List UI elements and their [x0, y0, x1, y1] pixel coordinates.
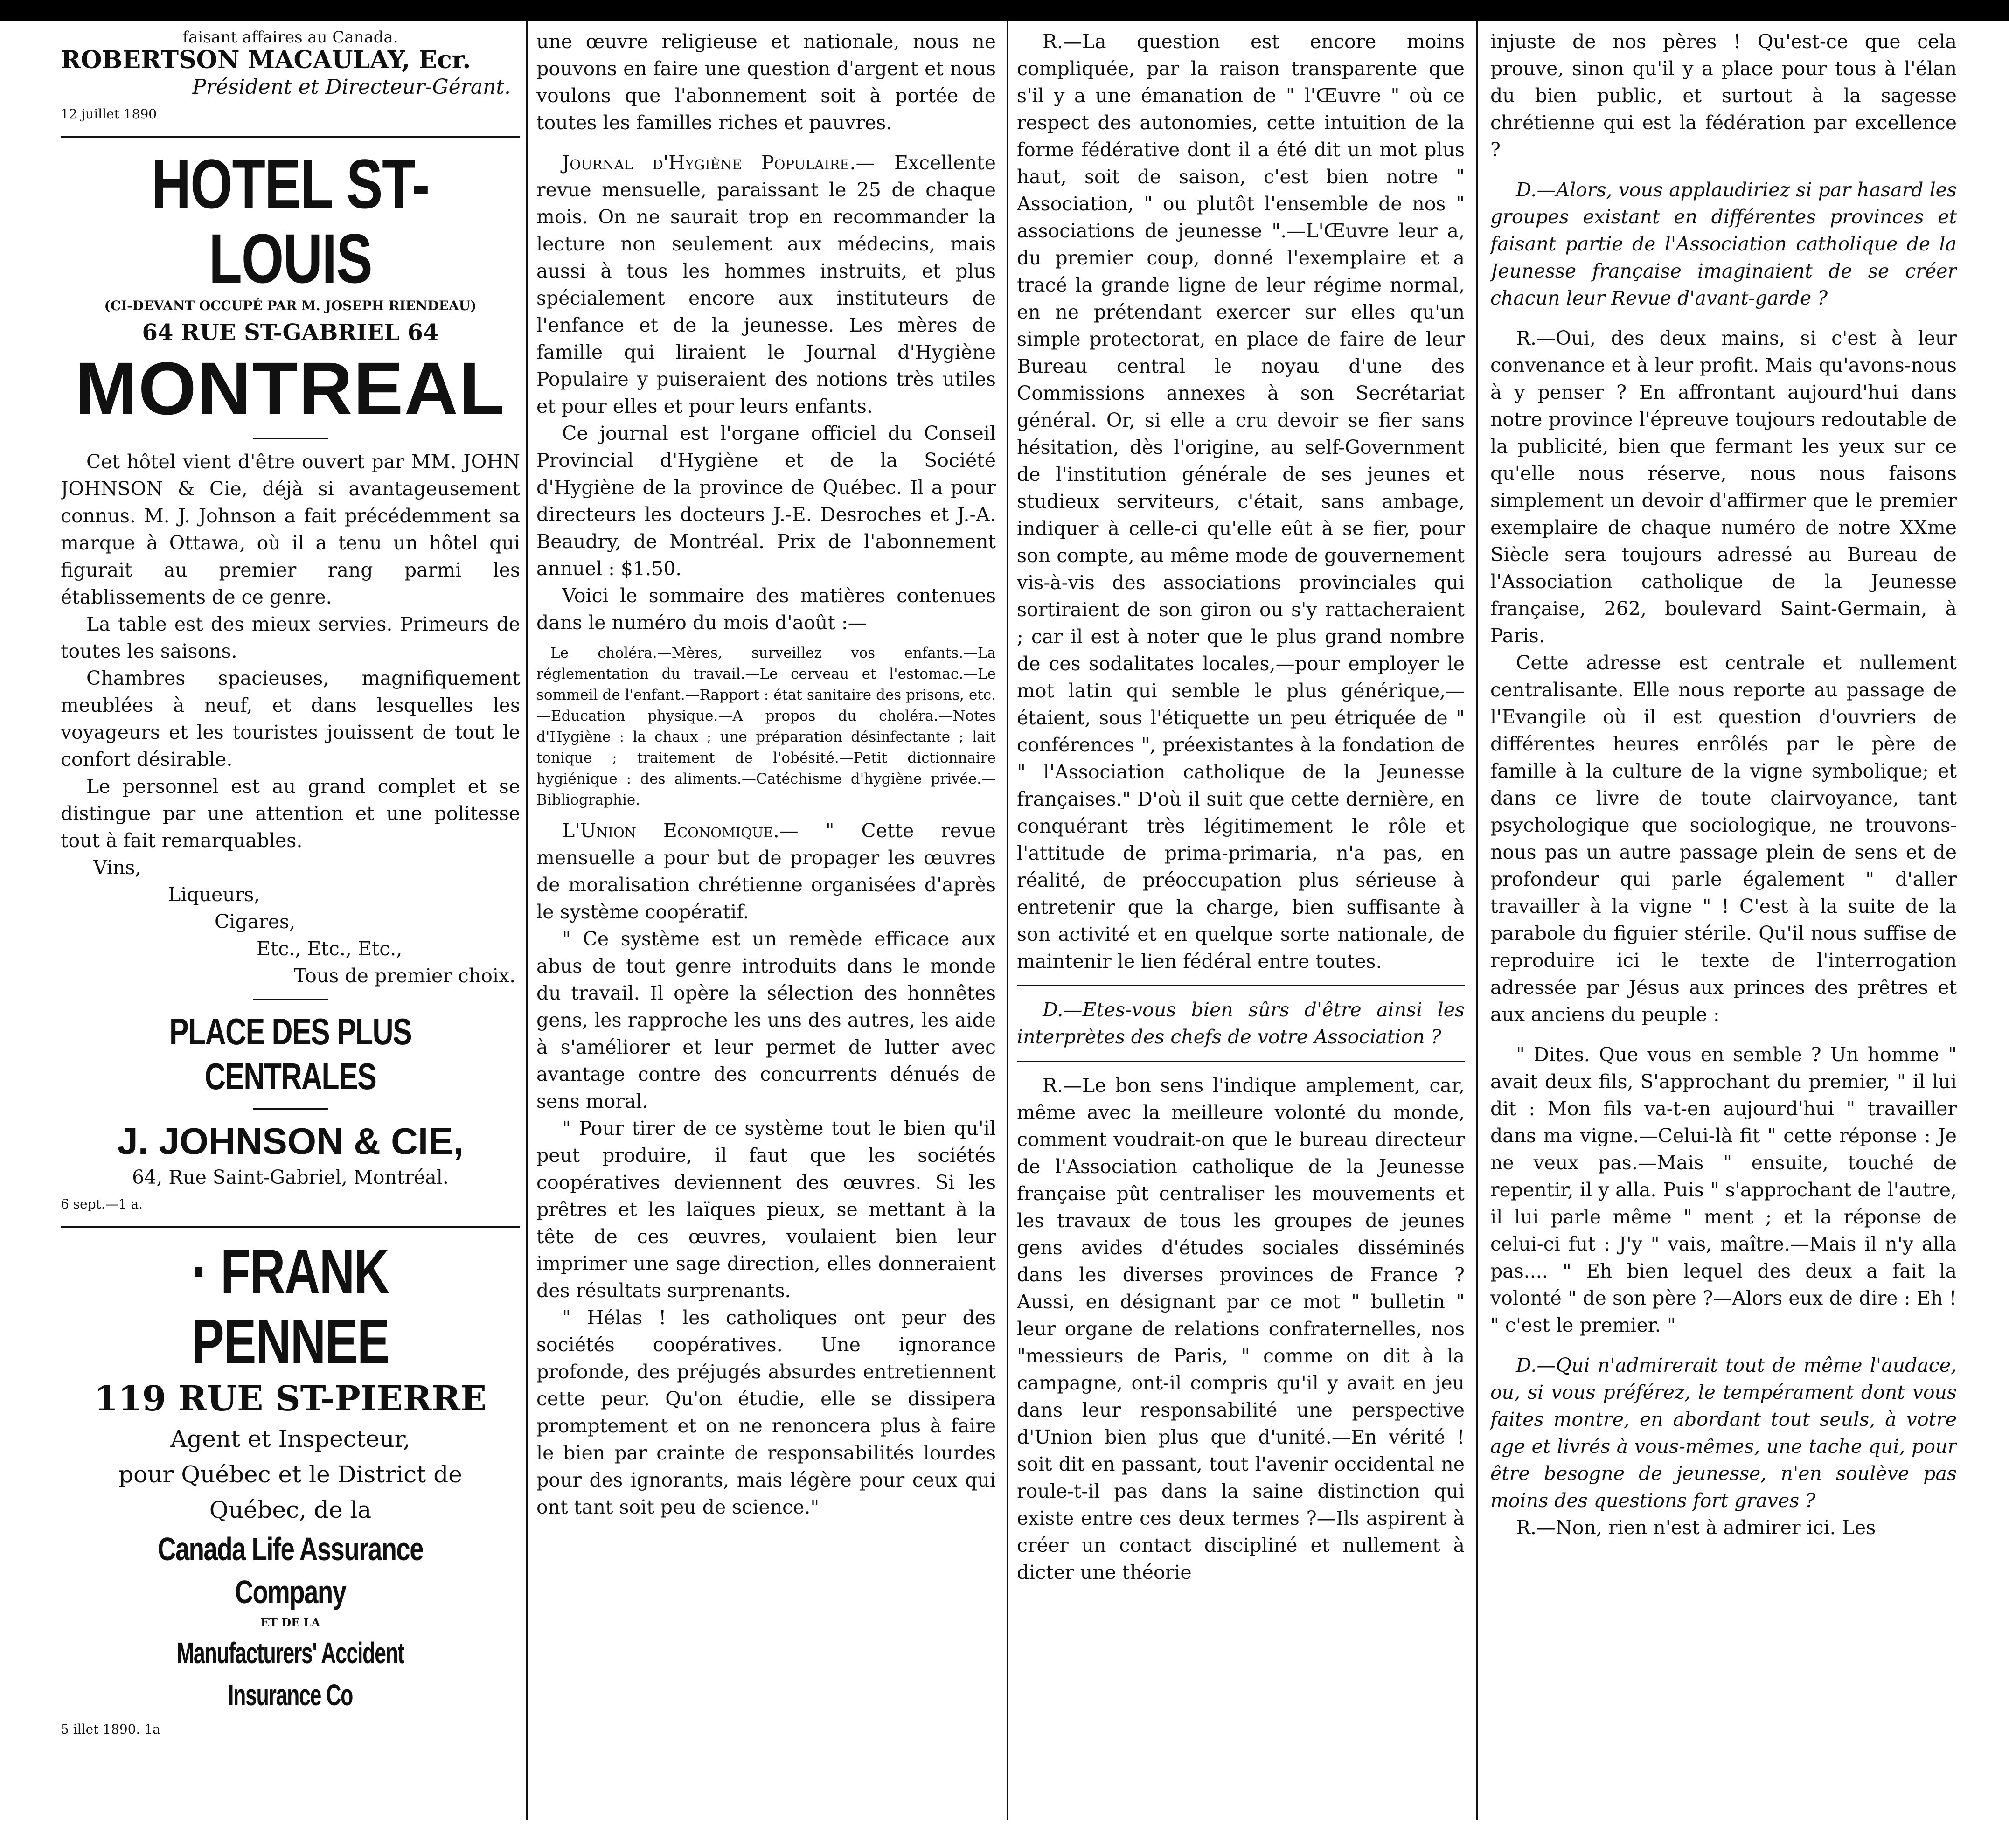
cut-top-line: faisant affaires au Canada. [182, 28, 398, 47]
wines-list [61, 854, 520, 989]
article-paragraph: Voici le sommaire des matières contenues dans le numéro du mois d'août :— [536, 584, 996, 634]
pennee-company: Canada Life Assurance Company [157, 1531, 424, 1610]
gospel-quote: " Dites. Que vous en semble ? Un homme " avait deux fils, S'approchant du premier, " il lui dit : Mon fils va-t-en aujourd'hui " travailler dans ma vigne.—Celui-là fit " cette réponse : Je ne veux pas.—Mais " ensuite, touché de repentir, il y alla. Puis " s'approchant de l'autre, il lui parle même " ment ; et la réponse de celui-ci fut : J'y " vais, maître.—Mais il n'y alla pas.... " Eh bien lequel des deux a fait la volonté " de son père ?—Alors eux de dire : Eh ! " c'est le premier. " [1490, 1043, 1957, 1336]
article-paragraph: R.—La question est encore moins compliquée, par la raison transparente que s'il y a une émanation de " l'Œuvre " où ce respect des autonomies, cette intuition de la forme fédérative dont il a été dit un mot plus haut, soit de saison, c'est bien notre " Association, " ou plutôt l'ensemble de nos " associations de jeunesse ".—L'Œuvre leur a, du premier coup, donné l'exemplaire et a tracé la grande ligne de leur régime normal, en ne prétendant exercer sur elles qu'un simple protectorat, en place de faire de leur Bureau central le noyau d'une des Commissions annexes à son Secrétariat général. Or, si elle a cru devoir se fier sans hésitation, dès l'origine, au self-Government de l'institution générale de ses jeunes et studieux serviteurs, c'était, sans ambage, indiquer à celle-ci qu'elle eût à se fier, pour son compte, au même mode de gouvernement vis-à-vis des associations provinciales qui sortiraient de son giron ou s'y rattacheraient ; car il est à noter que le plus grand nombre de ces sodalitates locales,—pour employer le mot latin qui semble le plus générique,— étaient, sous l'étiquette un peu étriquée de " conférences ", préexistantes à la fondation de " l'Association catholique de la Jeunesse françaises." D'où il suit que cette dernière, en conquérant très légitimement le rôle et l'attitude de prima-primaria, n'a pas, en réalité, de préoccupation plus sérieuse à entretenir que la charge, bien suffisante à son activité et en quelque sorte nationale, de maintenir le lien fédéral entre toutes. [1017, 30, 1465, 973]
column-advertisements [61, 28, 520, 1811]
answer-paragraph: R.—Le bon sens l'indique amplement, car, même avec la meilleure volonté du monde, comment voudrait-on que le bureau directeur de l'Association catholique de la Jeunesse française pût centraliser les mouvements et les travaux de tous les groupes de jeunes gens avides d'études sociales disséminés dans les diverses provinces de France ? Aussi, en désignant par ce mot " bulletin " leur organe de relations confraternelles, nos "messieurs de Paris, " comme on dit à la campagne, ont-il compris qu'il y avait en jeu dans leur responsabilité une perspective d'Union bien plus que d'unité.—En vérité ! soit dit en passant, tout l'avenir occidental ne roule-t-il pas dans la saine distinction qui existe entre ces deux termes ?—Ils aspirent à créer un contact discipliné et nullement à dicter une théorie [1017, 1074, 1465, 1584]
article-paragraph: injuste de nos pères ! Qu'est-ce que cela prouve, sinon qu'il y a place pour tous à l'élan du bien public, et surtout à la sagesse chrétienne qui est la fédération par excellence ? [1490, 30, 1957, 161]
pennee-line: Québec, de la [209, 1496, 372, 1523]
pennee-line: Agent et Inspecteur, [170, 1425, 410, 1452]
article-paragraph: " Pour tirer de ce système tout le bien qu'il peut produire, il faut que les sociétés coopératives deviennent des œuvres. Si les prêtres et les laïques pieux, se mettant à la tête de ces œuvres, voulaient bien leur imprimer une sage direction, elles donneraient des résultats surprenants. [536, 1117, 996, 1302]
pennee-title: · FRANK PENNEE [191, 1236, 389, 1376]
hotel-title: HOTEL ST-LOUIS [152, 145, 429, 298]
short-rule [253, 999, 328, 1000]
journal-summary: Le choléra.—Mères, surveillez vos enfants.—La réglementation du travail.—Le cerveau et l'estomac.—Le sommeil de l'enfant.—Rapport : état sanitaire des prisons, etc.—Education physique.—A propos du choléra.—Notes d'Hygiène : la chaux ; une préparation désinfectante ; lait tonique ; traitement de l'obésité.—Petit dictionnaire hygiénique : des aliments.—Catéchisme d'hygiène privée.—Bibliographie. [536, 645, 996, 808]
wines-line: Liqueurs, [168, 883, 260, 906]
section-rule [1017, 985, 1465, 986]
short-rule [253, 438, 328, 439]
question-paragraph: D.—Alors, vous applaudiriez si par hasard les groupes existant en différentes provinces et faisant partie de l'Association catholique de la Jeunesse française imaginaient de se créer chacun leur Revue d'avant-garde ? [1490, 179, 1957, 309]
wines-line: Vins, [93, 856, 141, 879]
hotel-formerly: (CI-DEVANT OCCUPÉ PAR M. JOSEPH RIENDEAU) [104, 298, 477, 313]
question-paragraph: D.—Etes-vous bien sûrs d'être ainsi les interprètes des chefs de votre Association ? [1017, 999, 1465, 1048]
hotel-address: 64 RUE ST-GABRIEL 64 [142, 320, 439, 346]
article-paragraph: une œuvre religieuse et nationale, nous ne pouvons en faire une question d'argent et nous voulons que l'abonnement soit à portée de toutes les familles riches et pauvres. [536, 30, 996, 134]
article-paragraph: " Hélas ! les catholiques ont peur des sociétés coopératives. Une ignorance profonde, des préjugés absurdes entretiennent cette peur. Qu'on étudie, elle se dissipera promptement et on ne renoncera plus à faire le bien par crainte de responsabilités lourdes pour des ignorants, mais légère pour ceux qui ont tant soit peu de science." [536, 1306, 996, 1518]
place-headline: PLACE DES PLUS CENTRALES [169, 1011, 412, 1097]
johnson-date: 6 sept.—1 a. [61, 1196, 143, 1212]
union-paragraph [536, 817, 996, 925]
johnson-name: J. JOHNSON & CIE, [117, 1120, 464, 1162]
article-paragraph: " Ce système est un remède efficace aux abus de tout genre introduits dans le monde du travail. Il opère la sélection des honnêtes gens, les rapproche les uns des autres, les aide à s'améliorer et leur permet de lutter avec avantage contre des concurrents dénués de sens moral. [536, 928, 996, 1112]
short-rule [253, 1108, 328, 1110]
pennee-company: Manufacturers' Accident Insurance Co [176, 1636, 404, 1712]
wines-line: Etc., Etc., Etc., [257, 938, 403, 960]
pennee-and: ET DE LA [260, 1616, 320, 1629]
union-text: — " Cette revue mensuelle a pour but de propager les œuvres de moralisation chrétienne organisées d'après le système coopératif. [536, 820, 996, 923]
hotel-paragraph: La table est des mieux servies. Primeurs de toutes les saisons. [61, 613, 520, 662]
signature-title: Président et Directeur-Gérant. [192, 75, 511, 99]
journal-title: Journal d'Hygiène Populaire. [562, 152, 856, 174]
union-title: L'Union Economique. [562, 820, 779, 842]
answer-paragraph: R.—Non, rien n'est à admirer ici. Les [1516, 1516, 1876, 1539]
column-rule [526, 21, 528, 1820]
hotel-paragraph: Le personnel est au grand complet et se distingue par une attention et une politesse tout à fait remarquables. [61, 775, 520, 852]
question-paragraph: D.—Qui n'admirerait tout de même l'audace, ou, si vous préférez, le tempérament dont vous faites montre, en abordant tout seuls, à votre age et livrés à vous-mêmes, une tache qui, pour être besogne de jeunesse, n'en soulève pas moins des questions fort graves ? [1490, 1354, 1957, 1512]
article-paragraph: Cette adresse est centrale et nullement centralisante. Elle nous reporte au passage de l'Evangile où il est question d'ouvriers de différentes heures enrôlés par le père de famille à la culture de la vigne symbolique; et dans ce livre de toute clairvoyance, tant psychologique que sociologique, ne trouvons-nous pas un autre passage plein de sens et de profondeur qui parle également " d'aller travailler à la vigne " ! C'est à la suite de la parabole du figuier stérile. Qu'il nous suffise de reproduire ici le texte de l'interrogation adressée par Jésus aux princes des prêtres et aux anciens du peuple : [1490, 652, 1957, 1026]
johnson-address: 64, Rue Saint-Gabriel, Montréal. [132, 1166, 449, 1188]
journal-text: — Excellente revue mensuelle, paraissant le 25 de chaque mois. On ne saurait trop en recommander la lecture non seulement aux médecins, mais aussi à tous les hommes instruits, et plus spécialement encore aux instituteurs de l'enfance et de la jeunesse. Les mères de famille qui liraient le Journal d'Hygiène Populaire y puiseraient des notions très utiles et pour elles et pour leurs enfants. [536, 152, 996, 417]
pennee-date: 5 illet 1890. 1a [61, 1722, 160, 1737]
wines-line: Tous de premier choix. [294, 965, 516, 987]
answer-paragraph: R.—Oui, des deux mains, si c'est à leur convenance et à leur profit. Mais qu'avons-nous à y penser ? En affrontant aujourd'hui dans notre province l'épreuve toujours redoutable de la publicité, bien que fermant les yeux sur ce qu'elle nous réserve, nous nous faisons simplement un devoir d'affirmer que le premier exemplaire de chaque numéro de notre XXme Siècle sera toujours adressé au Bureau de l'Association catholique de la Jeunesse française, 262, boulevard Saint-Germain, à Paris. [1490, 327, 1957, 647]
signature-name: ROBERTSON MACAULAY, Ecr. [61, 46, 471, 74]
column-dialogue-1 [1017, 28, 1465, 1811]
column-dialogue-2 [1490, 28, 1957, 1811]
section-rule [1017, 1061, 1465, 1062]
signature-date: 12 juillet 1890 [61, 106, 157, 122]
ad-divider [61, 136, 520, 138]
hotel-paragraph: Cet hôtel vient d'être ouvert par MM. JOHN JOHNSON & Cie, déjà si avantageusement connus. M. J. Johnson a fait précédemment sa marque à Ottawa, où il a tenu un hôtel qui figurait au premier rang parmi les établissements de ce genre. [61, 451, 520, 608]
pennee-address: 119 RUE ST-PIERRE [94, 1379, 487, 1419]
ad-divider [61, 1226, 520, 1228]
hotel-city: MONTREAL [75, 347, 506, 430]
journal-paragraph [536, 149, 996, 420]
article-paragraph: Ce journal est l'organe officiel du Conseil Provincial d'Hygiène et de la Société d'Hygiène de la province de Québec. Il a pour directeurs les docteurs J.-E. Desroches et J.-A. Beaudry, de Montréal. Prix de l'abonnement annuel : $1.50. [536, 422, 996, 580]
column-rule [1007, 21, 1008, 1820]
column-rule [1476, 21, 1478, 1820]
pennee-line: pour Québec et le District de [118, 1461, 462, 1488]
hotel-paragraph: Chambres spacieuses, magnifiquement meublées à neuf, et dans lesquelles les voyageurs et les touristes jouissent de tout le confort désirable. [61, 667, 520, 771]
scan-top-border [0, 0, 2009, 21]
column-reviews [536, 28, 996, 1811]
wines-line: Cigares, [215, 910, 296, 933]
